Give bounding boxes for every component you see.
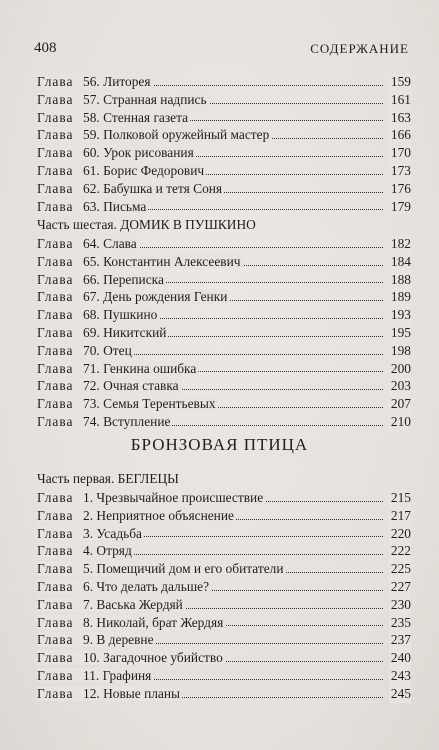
chapter-title: Стенная газета [103,109,189,125]
toc-entry [37,253,411,271]
chapter-number: 58. [83,109,100,125]
toc-entry-label [37,543,134,558]
chapter-number: 73. [83,396,100,412]
page-ref: 179 [390,198,411,214]
toc-entry [37,306,411,324]
toc-entry [37,489,411,507]
chapter-word: Глава [37,578,74,594]
chapter-number: 1. [83,490,94,505]
toc-entry-label [37,579,211,594]
toc-entry-label [37,615,225,630]
page-ref: 227 [390,578,411,594]
chapter-title: Васька Жердяй [96,596,183,612]
toc-entry [37,596,411,614]
chapter-title: Письма [103,198,147,214]
running-title: СОДЕРЖАНИЕ [310,41,409,56]
page-ref: 245 [390,685,411,701]
toc-entry [37,667,411,685]
part-title: Часть первая. БЕГЛЕЦЫ [37,471,179,486]
toc-entry [37,91,411,109]
chapter-number: 6. [83,578,94,594]
toc-entry-label [37,110,190,125]
chapter-number: 68. [83,307,100,323]
chapter-title: Что делать дальше? [96,578,210,594]
chapter-title: Генкина ошибка [103,360,197,376]
toc-entry [37,631,411,649]
toc-entry-label [37,307,159,322]
toc-entry-label [37,361,198,376]
chapter-title: Литорея [103,74,151,89]
chapter-number: 56. [83,74,100,89]
chapter-word: Глава [37,667,74,683]
chapter-number: 61. [83,162,100,178]
chapter-title: Вступление [103,413,171,429]
chapter-word: Глава [37,360,74,376]
chapter-word: Глава [37,396,74,412]
toc-entry-label [37,526,144,541]
chapter-number: 9. [83,632,94,648]
page-ref: 195 [390,324,411,340]
chapter-title: Чрезвычайное происшествие [96,490,264,505]
chapter-word: Глава [37,490,74,505]
page-ref: 184 [390,253,411,269]
chapter-word: Глава [37,145,74,161]
page-ref: 200 [390,360,411,376]
toc-entry-label [37,490,265,505]
toc-entry [37,395,411,413]
toc-entry [37,126,411,144]
page-ref: 237 [390,632,411,648]
chapter-title: Переписка [103,271,164,287]
toc-entry-label [37,686,182,701]
chapter-number: 74. [83,413,100,429]
page-ref: 215 [390,490,411,505]
chapter-word: Глава [37,253,74,269]
chapter-title: В деревне [96,632,154,648]
toc-section-1 [37,73,411,215]
chapter-title: Пушкино [103,307,158,323]
chapter-title: Странная надпись [103,91,207,107]
page-number: 408 [34,40,57,56]
toc-entry [37,578,411,596]
chapter-word: Глава [37,236,74,251]
page-ref: 176 [390,180,411,196]
chapter-number: 11. [83,667,100,683]
chapter-word: Глава [37,109,74,125]
chapter-number: 69. [83,324,100,340]
toc-entry [37,413,411,431]
toc-entry-label [37,74,153,89]
chapter-word: Глава [37,378,74,394]
chapter-word: Глава [37,180,74,196]
chapter-word: Глава [37,74,74,89]
chapter-word: Глава [37,632,74,648]
chapter-title: Очная ставка [103,378,179,394]
page-ref: 210 [390,413,411,429]
chapter-word: Глава [37,271,74,287]
toc-entry [37,685,411,703]
chapter-word: Глава [37,596,74,612]
chapter-title: Помещичий дом и его обитатели [96,561,284,577]
page-ref: 230 [390,596,411,612]
page-ref: 193 [390,307,411,323]
toc-entry [37,73,411,91]
toc-entry [37,109,411,127]
chapter-number: 70. [83,342,100,358]
chapter-word: Глава [37,162,74,178]
page-ref: 243 [390,667,411,683]
chapter-title: Семья Терентьевых [103,396,216,412]
page-ref: 225 [390,561,411,577]
page-ref: 161 [390,91,411,107]
chapter-number: 4. [83,543,94,559]
toc-entry-label [37,289,229,304]
page-ref: 159 [390,74,411,89]
toc-entry-label [37,508,236,523]
chapter-number: 59. [83,127,100,143]
chapter-number: 57. [83,91,100,107]
page-header [34,40,409,60]
toc-entry-label [37,163,206,178]
chapter-title: Отец [103,342,132,358]
toc-entry [37,377,411,395]
page-ref: 240 [390,650,411,666]
toc-entry-label [37,343,134,358]
chapter-number: 63. [83,198,100,214]
chapter-number: 66. [83,271,100,287]
chapter-number: 7. [83,596,94,612]
chapter-word: Глава [37,543,74,559]
chapter-word: Глава [37,127,74,143]
toc-entry-label [37,272,166,287]
chapter-word: Глава [37,307,74,323]
chapter-word: Глава [37,342,74,358]
page-ref: 222 [390,543,411,559]
chapter-number: 3. [83,525,94,541]
chapter-word: Глава [37,91,74,107]
part-title: Часть шестая. ДОМИК В ПУШКИНО [37,217,256,232]
page-ref: 163 [390,109,411,125]
chapter-title: Новые планы [103,685,181,701]
chapter-title: Никитский [103,324,167,340]
toc-entry-label [37,145,196,160]
toc-entry [37,542,411,560]
toc-entry [37,162,411,180]
toc-entry-label [37,597,185,612]
toc-entry-label [37,92,209,107]
chapter-number: 65. [83,253,100,269]
chapter-number: 12. [83,685,100,701]
chapter-word: Глава [37,413,74,429]
chapter-number: 8. [83,614,94,630]
chapter-word: Глава [37,614,74,630]
page-ref: 207 [390,396,411,412]
toc-entry [37,560,411,578]
chapter-number: 64. [83,236,100,251]
toc-entry [37,507,411,525]
chapter-title: Урок рисования [103,145,194,161]
page-ref: 170 [390,145,411,161]
toc-entry [37,614,411,632]
chapter-number: 2. [83,507,94,523]
chapter-word: Глава [37,198,74,214]
chapter-title: Николай, брат Жердяя [96,614,224,630]
chapter-title: Усадьба [96,525,143,541]
toc-entry-label [37,127,271,142]
toc-entry-label [37,668,153,683]
toc-entry-label [37,325,168,340]
chapter-number: 62. [83,180,100,196]
toc-entry [37,342,411,360]
chapter-word: Глава [37,685,74,701]
page-ref: 189 [390,289,411,305]
toc-entry [37,144,411,162]
page-ref: 217 [390,507,411,523]
toc-entry [37,288,411,306]
toc-entry [37,198,411,216]
toc-entry-label [37,254,243,269]
chapter-title: День рождения Генки [103,289,228,305]
page-ref: 188 [390,271,411,287]
page-ref: 235 [390,614,411,630]
chapter-number: 67. [83,289,100,305]
chapter-word: Глава [37,324,74,340]
page-ref: 203 [390,378,411,394]
chapter-title: Загадочное убийство [103,650,223,666]
chapter-word: Глава [37,650,74,666]
chapter-title: Графиня [102,667,152,683]
chapter-title: Слава [103,236,137,251]
toc-entry-label [37,632,156,647]
chapter-title: Отряд [96,543,132,559]
toc-entry-label [37,236,139,251]
toc-entry [37,360,411,378]
chapter-title: Константин Алексеевич [103,253,241,269]
toc-entry-label [37,650,225,665]
toc-entry-label [37,414,172,429]
toc-entry [37,525,411,543]
toc-entry-label [37,199,148,214]
chapter-title: Полковой оружейный мастер [103,127,270,143]
chapter-title: Борис Федорович [103,162,205,178]
toc-section-3 [37,469,411,703]
toc-entry-label [37,561,286,576]
chapter-word: Глава [37,525,74,541]
page-ref: 220 [390,525,411,541]
toc-entry [37,235,411,253]
toc-entry [37,649,411,667]
toc-section-2 [37,215,411,431]
toc-entry [37,271,411,289]
page-ref: 182 [390,236,411,251]
chapter-title: Бабушка и тетя Соня [103,180,223,196]
chapter-number: 71. [83,360,100,376]
page-ref: 166 [390,127,411,143]
chapter-number: 10. [83,650,100,666]
chapter-word: Глава [37,507,74,523]
toc-entry-label [37,181,224,196]
book-title: БРОНЗОВАЯ ПТИЦА [130,435,309,454]
page-ref: 173 [390,162,411,178]
toc-entry-label [37,378,181,393]
chapter-number: 60. [83,145,100,161]
chapter-word: Глава [37,289,74,305]
toc-entry-label [37,396,218,411]
chapter-number: 5. [83,561,94,577]
chapter-number: 72. [83,378,100,394]
toc-entry [37,180,411,198]
chapter-word: Глава [37,561,74,577]
page-ref: 198 [390,342,411,358]
toc-entry [37,324,411,342]
chapter-title: Неприятное объяснение [96,507,234,523]
